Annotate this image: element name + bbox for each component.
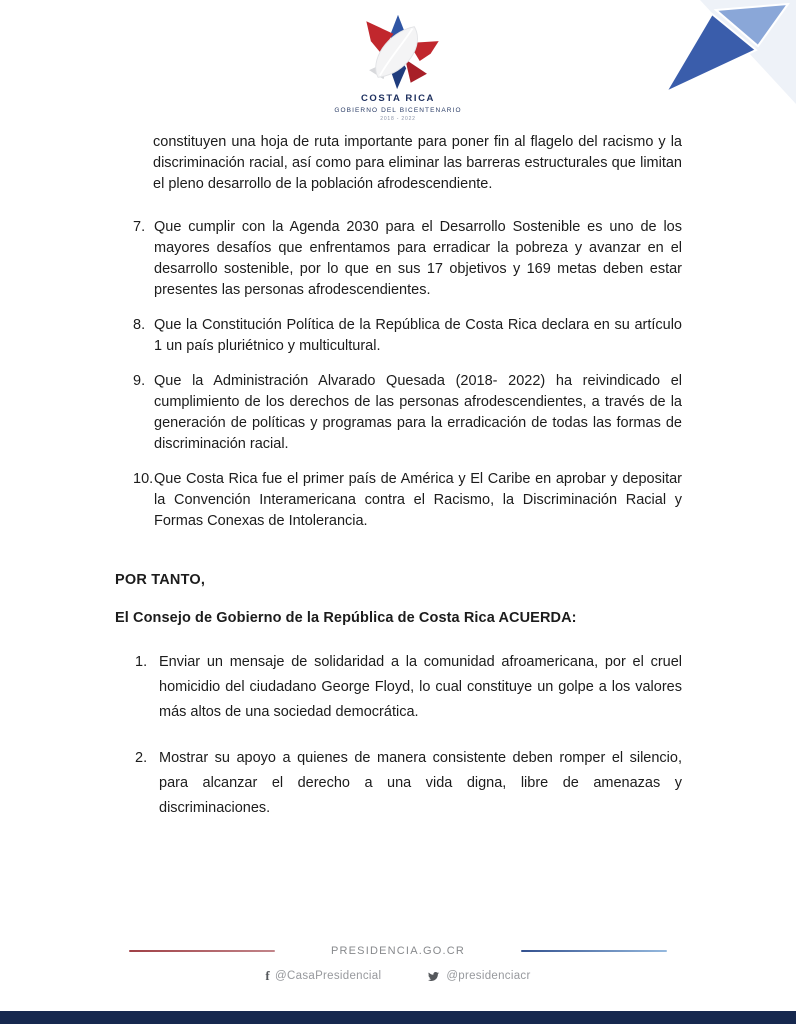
item-text: Mostrar su apoyo a quienes de manera consistente deben romper el silencio, para alcanzar el derecho a una vida digna, libre de amenazas y discriminaciones. bbox=[159, 750, 682, 816]
facebook-handle[interactable] bbox=[265, 968, 381, 984]
list-item bbox=[133, 469, 682, 532]
list-item bbox=[133, 217, 682, 301]
item-number: 7. bbox=[133, 219, 146, 235]
logo-title: COSTA RICA bbox=[360, 93, 436, 104]
item-number: 8. bbox=[133, 317, 146, 333]
document-body bbox=[0, 132, 796, 821]
logo-years: 2018 - 2022 bbox=[380, 116, 416, 122]
red-accent-line bbox=[129, 950, 275, 952]
considerations-list bbox=[133, 217, 682, 532]
item-number: 9. bbox=[133, 373, 146, 389]
blue-accent-line bbox=[521, 950, 667, 952]
agreements-list bbox=[135, 650, 682, 821]
item-text: Que la Constitución Política de la República de Costa Rica declara en su artículo 1 un país pluriétnico y multicultural. bbox=[154, 317, 682, 354]
item-number: 1. bbox=[135, 654, 148, 670]
list-item bbox=[133, 371, 682, 455]
logo-subtitle: GOBIERNO DEL BICENTENARIO bbox=[334, 107, 462, 114]
list-item bbox=[133, 315, 682, 357]
acuerda-heading: El Consejo de Gobierno de la República de Costa Rica ACUERDA: bbox=[115, 610, 577, 626]
item-text: Enviar un mensaje de solidaridad a la comunidad afroamericana, por el cruel homicidio del ciudadano George Floyd, lo cual constituye un golpe a los valores más altos de una sociedad democrática. bbox=[159, 654, 682, 720]
document-footer bbox=[0, 945, 796, 984]
facebook-icon: f bbox=[265, 968, 271, 983]
corner-triangle-decoration bbox=[656, 0, 796, 118]
item-number: 10. bbox=[133, 471, 154, 487]
twitter-handle-text: @presidenciacr bbox=[446, 970, 531, 982]
item-text: Que cumplir con la Agenda 2030 para el Desarrollo Sostenible es uno de los mayores desafíos que enfrentamos para erradicar la pobreza y avanzar en el desarrollo sostenible, por lo que en sus 17 objetivos y 169 metas deben estar presentes las personas afrodescendientes. bbox=[154, 219, 682, 298]
costa-rica-logo bbox=[352, 14, 444, 90]
item-number: 2. bbox=[135, 750, 148, 766]
twitter-icon bbox=[427, 971, 440, 982]
website-text: PRESIDENCIA.GO.CR bbox=[330, 945, 466, 957]
intro-paragraph: constituyen una hoja de ruta importante para poner fin al flagelo del racismo y la discriminación racial, así como para eliminar las barreras estructurales que limitan el pleno desarrollo de la población afrodescendiente. bbox=[153, 134, 682, 192]
por-tanto-heading: POR TANTO, bbox=[115, 572, 206, 588]
item-text: Que Costa Rica fue el primer país de América y El Caribe en aprobar y depositar la Convención Interamericana contra el Racismo, la Discriminación Racial y Formas Conexas de Intolerancia. bbox=[154, 471, 682, 529]
list-item bbox=[135, 650, 682, 725]
facebook-handle-text: @CasaPresidencial bbox=[275, 970, 382, 982]
item-text: Que la Administración Alvarado Quesada (2018- 2022) ha reivindicado el cumplimiento de los derechos de las personas afrodescendientes, a través de la generación de políticas y programas para la erradicación de todas las formas de discriminación racial. bbox=[154, 373, 682, 452]
list-item bbox=[135, 746, 682, 821]
twitter-handle[interactable] bbox=[427, 970, 530, 982]
bottom-navy-bar bbox=[0, 1011, 796, 1024]
